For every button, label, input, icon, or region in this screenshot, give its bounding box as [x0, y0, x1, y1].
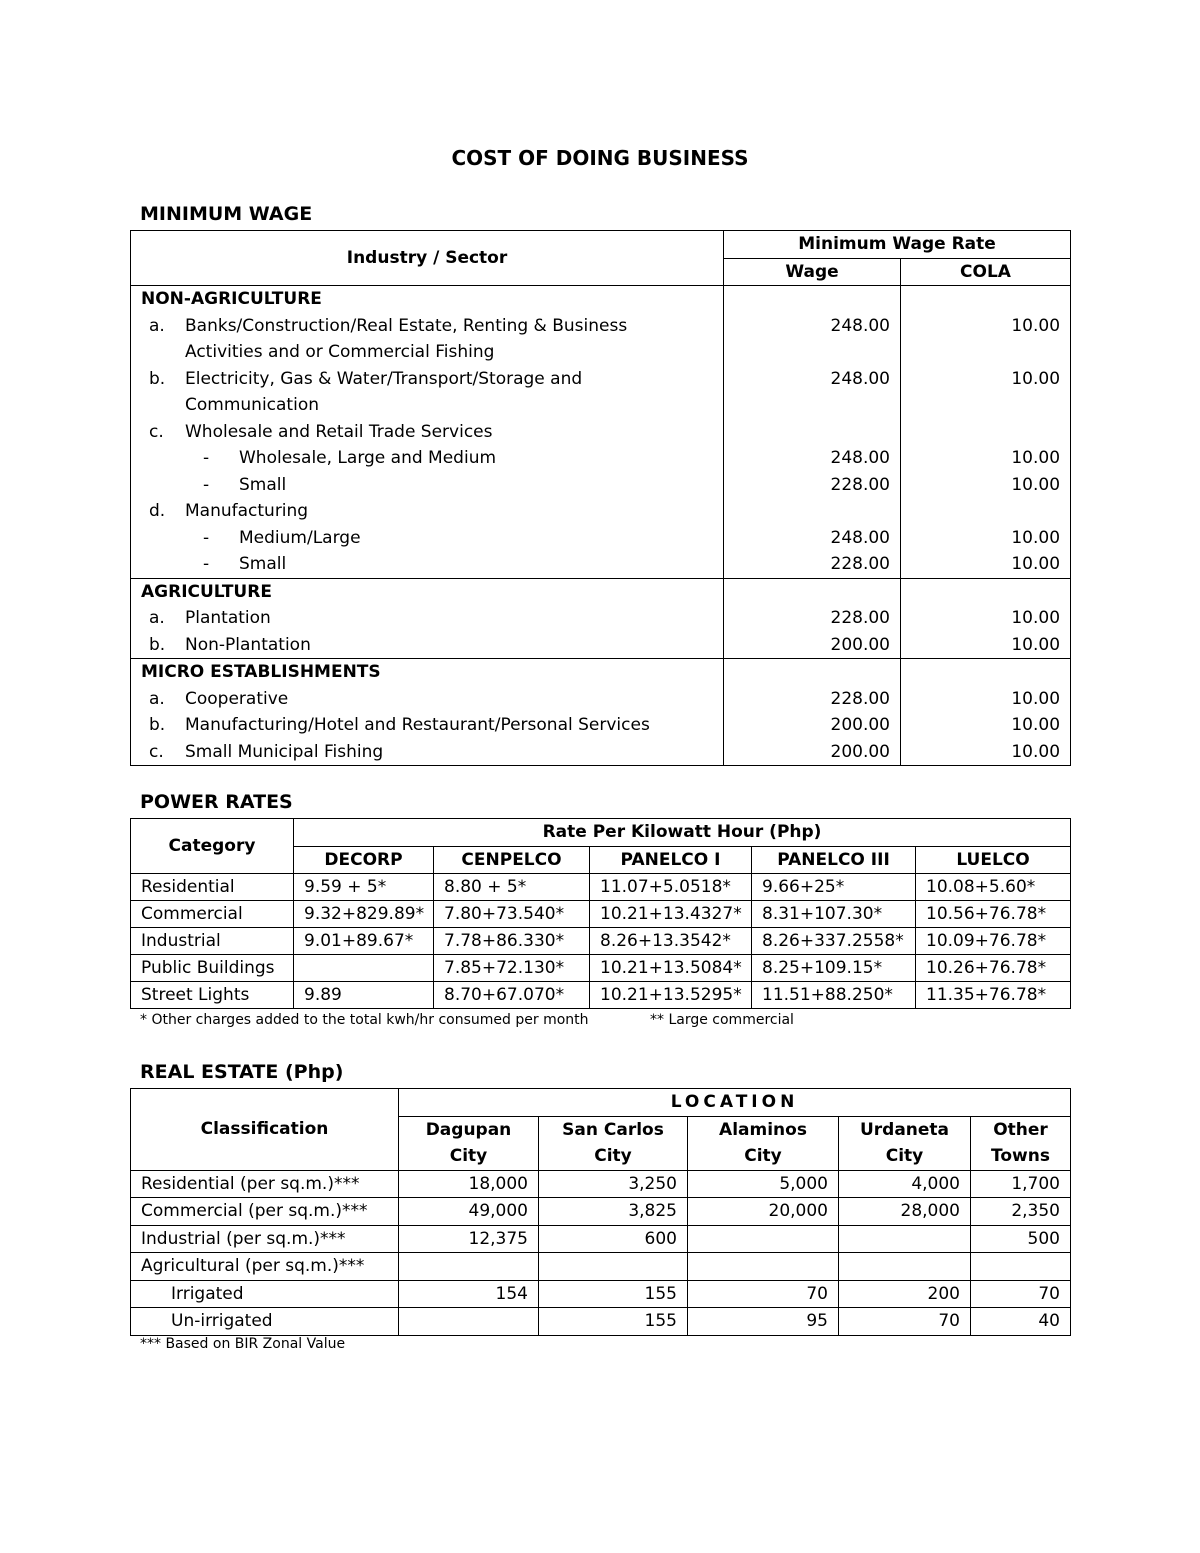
provider-header: PANELCO I: [590, 846, 752, 874]
wage-value: 228.00: [724, 472, 901, 499]
col-rate-header: Minimum Wage Rate: [724, 231, 1071, 259]
rate-cell: 7.80+73.540*: [434, 901, 590, 928]
value-cell: [399, 1253, 539, 1281]
table-row: [131, 955, 1071, 982]
category-cell: Public Buildings: [131, 955, 294, 982]
power-rates-heading: POWER RATES: [140, 791, 293, 813]
table-row: [131, 1253, 1071, 1281]
table-row: [131, 525, 1071, 552]
value-cell: 95: [688, 1308, 839, 1336]
cola-value: 10.00: [1011, 368, 1061, 389]
category-cell: Street Lights: [131, 982, 294, 1009]
sub-item-label: Small: [239, 474, 287, 495]
value-cell: [539, 1253, 688, 1281]
col-wage-header: Wage: [724, 258, 901, 286]
classification-cell: Agricultural (per sq.m.)***: [131, 1253, 399, 1281]
item-label: Banks/Construction/Real Estate, Renting & Business: [185, 315, 628, 336]
category-label: AGRICULTURE: [131, 578, 724, 605]
value-cell: 70: [839, 1308, 971, 1336]
rate-cell: 8.31+107.30*: [752, 901, 916, 928]
item-label: Manufacturing: [185, 501, 309, 521]
table-row: [131, 498, 1071, 525]
rate-cell: 9.32+829.89*: [294, 901, 434, 928]
value-cell: 4,000: [839, 1170, 971, 1198]
sub-item-label: Small: [239, 554, 287, 574]
table-row: [131, 874, 1071, 901]
rate-cell: 10.08+5.60*: [916, 874, 1071, 901]
table-row: [131, 982, 1071, 1009]
item-label: Wholesale and Retail Trade Services: [185, 421, 493, 442]
table-row: [131, 419, 1071, 446]
rate-cell: 11.35+76.78*: [916, 982, 1071, 1009]
table-row: [131, 445, 1071, 472]
category-cell: Industrial: [131, 928, 294, 955]
rate-cell: 10.21+13.5084*: [590, 955, 752, 982]
value-cell: 500: [971, 1225, 1071, 1253]
col-location-header: [399, 1089, 1071, 1117]
power-rates-table: [130, 818, 1071, 1009]
rate-cell: 10.26+76.78*: [916, 955, 1071, 982]
rate-cell: 7.78+86.330*: [434, 928, 590, 955]
table-row: [131, 1170, 1071, 1198]
wage-value: 228.00: [724, 686, 901, 713]
value-cell: [839, 1225, 971, 1253]
value-cell: 155: [539, 1280, 688, 1308]
rate-cell: 9.89: [294, 982, 434, 1009]
item-letter: b.: [149, 715, 166, 735]
category-label: MICRO ESTABLISHMENTS: [131, 659, 724, 686]
value-cell: 200: [839, 1280, 971, 1308]
item-letter: b.: [149, 368, 166, 389]
cola-value: 10.00: [901, 445, 1071, 472]
col-industry-header: Industry / Sector: [131, 231, 724, 286]
classification-cell: Un-irrigated: [131, 1308, 399, 1336]
dash-bullet: -: [203, 448, 210, 468]
item-letter: c.: [149, 741, 164, 762]
dash-bullet: -: [203, 527, 210, 548]
item-letter: a.: [149, 315, 165, 336]
category-cell: Commercial: [131, 901, 294, 928]
rate-cell: 10.09+76.78*: [916, 928, 1071, 955]
wage-value: 248.00: [724, 525, 901, 552]
item-letter: d.: [149, 501, 166, 521]
real-estate-note: *** Based on BIR Zonal Value: [140, 1336, 346, 1352]
cola-value: 10.00: [901, 739, 1071, 766]
table-row: [131, 686, 1071, 713]
table-row: [131, 1198, 1071, 1226]
rate-cell: 11.51+88.250*: [752, 982, 916, 1009]
wage-value: 248.00: [724, 445, 901, 472]
power-note-1: * Other charges added to the total kwh/hr consumed per month: [140, 1012, 589, 1028]
value-cell: 154: [399, 1280, 539, 1308]
table-row: [131, 659, 1071, 686]
dash-bullet: -: [203, 554, 210, 574]
provider-header: LUELCO: [916, 846, 1071, 874]
rate-cell: 7.85+72.130*: [434, 955, 590, 982]
minimum-wage-table: [130, 230, 1071, 766]
page-title: COST OF DOING BUSINESS: [451, 146, 749, 170]
item-label: Small Municipal Fishing: [185, 741, 384, 762]
wage-value: 200.00: [724, 632, 901, 659]
table-row: [131, 286, 1071, 313]
category-cell: Residential: [131, 874, 294, 901]
col-cola-header: COLA: [901, 258, 1071, 286]
value-cell: [688, 1225, 839, 1253]
sub-item-label: Medium/Large: [239, 527, 361, 548]
table-row: [131, 1280, 1071, 1308]
cola-value: 10.00: [901, 472, 1071, 499]
location-header: Dagupan City: [399, 1116, 539, 1170]
value-cell: 70: [971, 1280, 1071, 1308]
item-letter: c.: [149, 421, 164, 442]
rate-cell: 8.70+67.070*: [434, 982, 590, 1009]
provider-header: DECORP: [294, 846, 434, 874]
col-classification-header: Classification: [131, 1089, 399, 1171]
item-label: Non-Plantation: [185, 634, 311, 655]
cola-value: 10.00: [901, 712, 1071, 739]
table-row: [131, 632, 1071, 659]
value-cell: 5,000: [688, 1170, 839, 1198]
minimum-wage-heading: MINIMUM WAGE: [140, 203, 313, 225]
value-cell: [971, 1253, 1071, 1281]
value-cell: 20,000: [688, 1198, 839, 1226]
rate-cell: 10.21+13.4327*: [590, 901, 752, 928]
location-label: LOCATION: [670, 1092, 799, 1112]
item-label-cont: Activities and or Commercial Fishing: [185, 342, 495, 362]
cola-value: 10.00: [901, 551, 1071, 578]
location-header: Urdaneta City: [839, 1116, 971, 1170]
classification-cell: Irrigated: [131, 1280, 399, 1308]
value-cell: 70: [688, 1280, 839, 1308]
rate-cell: 9.59 + 5*: [294, 874, 434, 901]
real-estate-heading: REAL ESTATE (Php): [140, 1061, 344, 1083]
item-label: Cooperative: [185, 688, 289, 709]
cola-value: 10.00: [1011, 315, 1061, 336]
cola-value: 10.00: [901, 686, 1071, 713]
rate-cell: 8.80 + 5*: [434, 874, 590, 901]
table-row: [131, 1225, 1071, 1253]
value-cell: 3,250: [539, 1170, 688, 1198]
classification-cell: Commercial (per sq.m.)***: [131, 1198, 399, 1226]
value-cell: 600: [539, 1225, 688, 1253]
wage-value: 228.00: [724, 605, 901, 632]
value-cell: 40: [971, 1308, 1071, 1336]
provider-header: CENPELCO: [434, 846, 590, 874]
cola-value: 10.00: [901, 605, 1071, 632]
location-header: Other Towns: [971, 1116, 1071, 1170]
value-cell: 155: [539, 1308, 688, 1336]
table-row: [131, 472, 1071, 499]
rate-cell: 8.26+13.3542*: [590, 928, 752, 955]
rate-cell: 11.07+5.0518*: [590, 874, 752, 901]
value-cell: 12,375: [399, 1225, 539, 1253]
table-row: [131, 551, 1071, 578]
value-cell: 28,000: [839, 1198, 971, 1226]
value-cell: 3,825: [539, 1198, 688, 1226]
table-row: [131, 366, 1071, 419]
table-row: [131, 1308, 1071, 1336]
rate-cell: 9.01+89.67*: [294, 928, 434, 955]
rate-cell: 10.56+76.78*: [916, 901, 1071, 928]
value-cell: 18,000: [399, 1170, 539, 1198]
value-cell: [688, 1253, 839, 1281]
wage-value: 200.00: [724, 712, 901, 739]
cola-value: 10.00: [901, 525, 1071, 552]
classification-cell: Residential (per sq.m.)***: [131, 1170, 399, 1198]
real-estate-table: [130, 1088, 1071, 1336]
wage-value: 200.00: [724, 739, 901, 766]
col-rate-header: Rate Per Kilowatt Hour (Php): [294, 819, 1071, 847]
power-note-2: ** Large commercial: [650, 1012, 794, 1028]
item-label: Manufacturing/Hotel and Restaurant/Personal Services: [185, 715, 650, 735]
location-header: San Carlos City: [539, 1116, 688, 1170]
wage-value: 248.00: [830, 315, 890, 336]
table-row: [131, 928, 1071, 955]
table-row: [131, 578, 1071, 605]
classification-cell: Industrial (per sq.m.)***: [131, 1225, 399, 1253]
location-header: Alaminos City: [688, 1116, 839, 1170]
item-letter: b.: [149, 634, 166, 655]
item-letter: a.: [149, 608, 165, 628]
item-label: Electricity, Gas & Water/Transport/Storage and: [185, 368, 583, 389]
provider-header: PANELCO III: [752, 846, 916, 874]
table-row: [131, 313, 1071, 366]
rate-cell: 9.66+25*: [752, 874, 916, 901]
table-row: [131, 901, 1071, 928]
rate-cell: 8.25+109.15*: [752, 955, 916, 982]
sub-item-label: Wholesale, Large and Medium: [239, 448, 497, 468]
wage-value: 228.00: [724, 551, 901, 578]
item-label: Plantation: [185, 608, 271, 628]
rate-cell: [294, 955, 434, 982]
rate-cell: 8.26+337.2558*: [752, 928, 916, 955]
item-letter: a.: [149, 688, 165, 709]
value-cell: 1,700: [971, 1170, 1071, 1198]
value-cell: [839, 1253, 971, 1281]
category-label: NON-AGRICULTURE: [131, 286, 724, 313]
table-row: [131, 605, 1071, 632]
col-category-header: Category: [131, 819, 294, 874]
dash-bullet: -: [203, 474, 210, 495]
value-cell: 2,350: [971, 1198, 1071, 1226]
wage-value: 248.00: [830, 368, 890, 389]
value-cell: [399, 1308, 539, 1336]
rate-cell: 10.21+13.5295*: [590, 982, 752, 1009]
cola-value: 10.00: [901, 632, 1071, 659]
value-cell: 49,000: [399, 1198, 539, 1226]
table-row: [131, 739, 1071, 766]
table-row: [131, 712, 1071, 739]
item-label-cont: Communication: [185, 395, 319, 415]
